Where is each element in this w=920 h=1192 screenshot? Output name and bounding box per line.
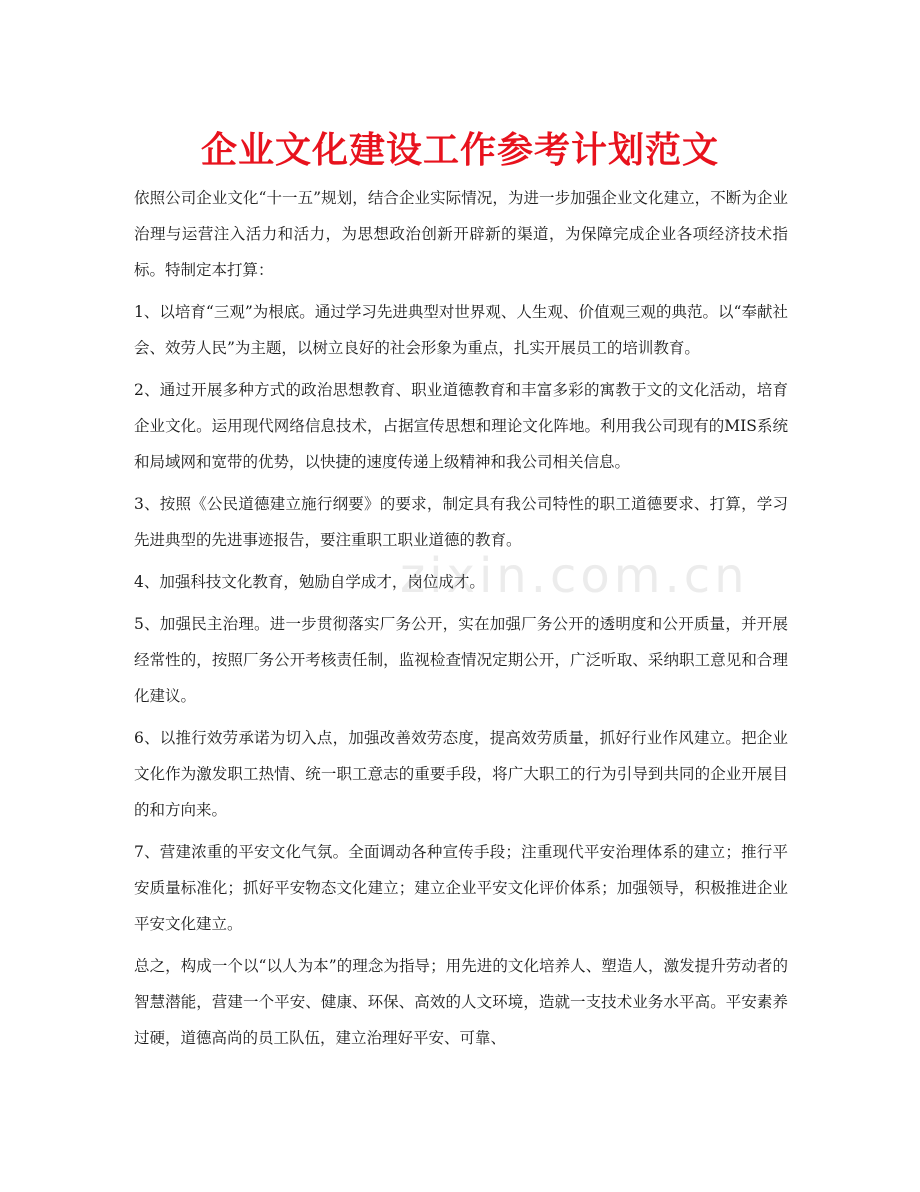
item-4-paragraph: 4、加强科技文化教育，勉励自学成才，岗位成才。: [134, 573, 485, 591]
document-body: [134, 180, 788, 1062]
item-2-paragraph: 2、通过开展多种方式的政治思想教育、职业道德教育和丰富多彩的寓教于文的文化活动，培育企业文化。运用现代网络信息技术，占据宣传思想和理论文化阵地。利用我公司现有的MIS系统和局域网和宽带的优势，以快捷的速度传递上级精神和我公司相关信息。: [134, 381, 788, 471]
item-1-paragraph: 1、以培育“三观”为根底。通过学习先进典型对世界观、人生观、价值观三观的典范。以“奉献社会、效劳人民”为主题，以树立良好的社会形象为重点，扎实开展员工的培训教育。: [134, 303, 788, 357]
item-6-paragraph: 6、以推行效劳承诺为切入点，加强改善效劳态度，提高效劳质量，抓好行业作风建立。把企业文化作为激发职工热情、统一职工意志的重要手段，将广大职工的行为引导到共同的企业开展目的和方向来。: [134, 729, 788, 819]
item-7-paragraph: 7、营建浓重的平安文化气氛。全面调动各种宣传手段；注重现代平安治理体系的建立；推行平安质量标准化；抓好平安物态文化建立；建立企业平安文化评价体系；加强领导，积极推进企业平安文化建立。: [134, 843, 788, 933]
summary-paragraph: 总之，构成一个以“以人为本”的理念为指导；用先进的文化培养人、塑造人，激发提升劳动者的智慧潜能，营建一个平安、健康、环保、高效的人文环境，造就一支技术业务水平高。平安素养过硬，道德高尚的员工队伍，建立治理好平安、可靠、: [134, 957, 788, 1047]
document-title: 企业文化建设工作参考计划范文: [200, 129, 719, 171]
intro-paragraph: 依照公司企业文化“十一五”规划，结合企业实际情况，为进一步加强企业文化建立，不断为企业治理与运营注入活力和活力，为思想政治创新开辟新的渠道，为保障完成企业各项经济技术指标。特制定本打算：: [134, 189, 788, 279]
item-5-paragraph: 5、加强民主治理。进一步贯彻落实厂务公开，实在加强厂务公开的透明度和公开质量，并开展经常性的，按照厂务公开考核责任制，监视检查情况定期公开，广泛听取、采纳职工意见和合理化建议。: [134, 615, 788, 705]
watermark: zixin.com.cn: [400, 548, 749, 604]
item-3-paragraph: 3、按照《公民道德建立施行纲要》的要求，制定具有我公司特性的职工道德要求、打算，学习先进典型的先进事迹报告，要注重职工职业道德的教育。: [134, 495, 788, 549]
